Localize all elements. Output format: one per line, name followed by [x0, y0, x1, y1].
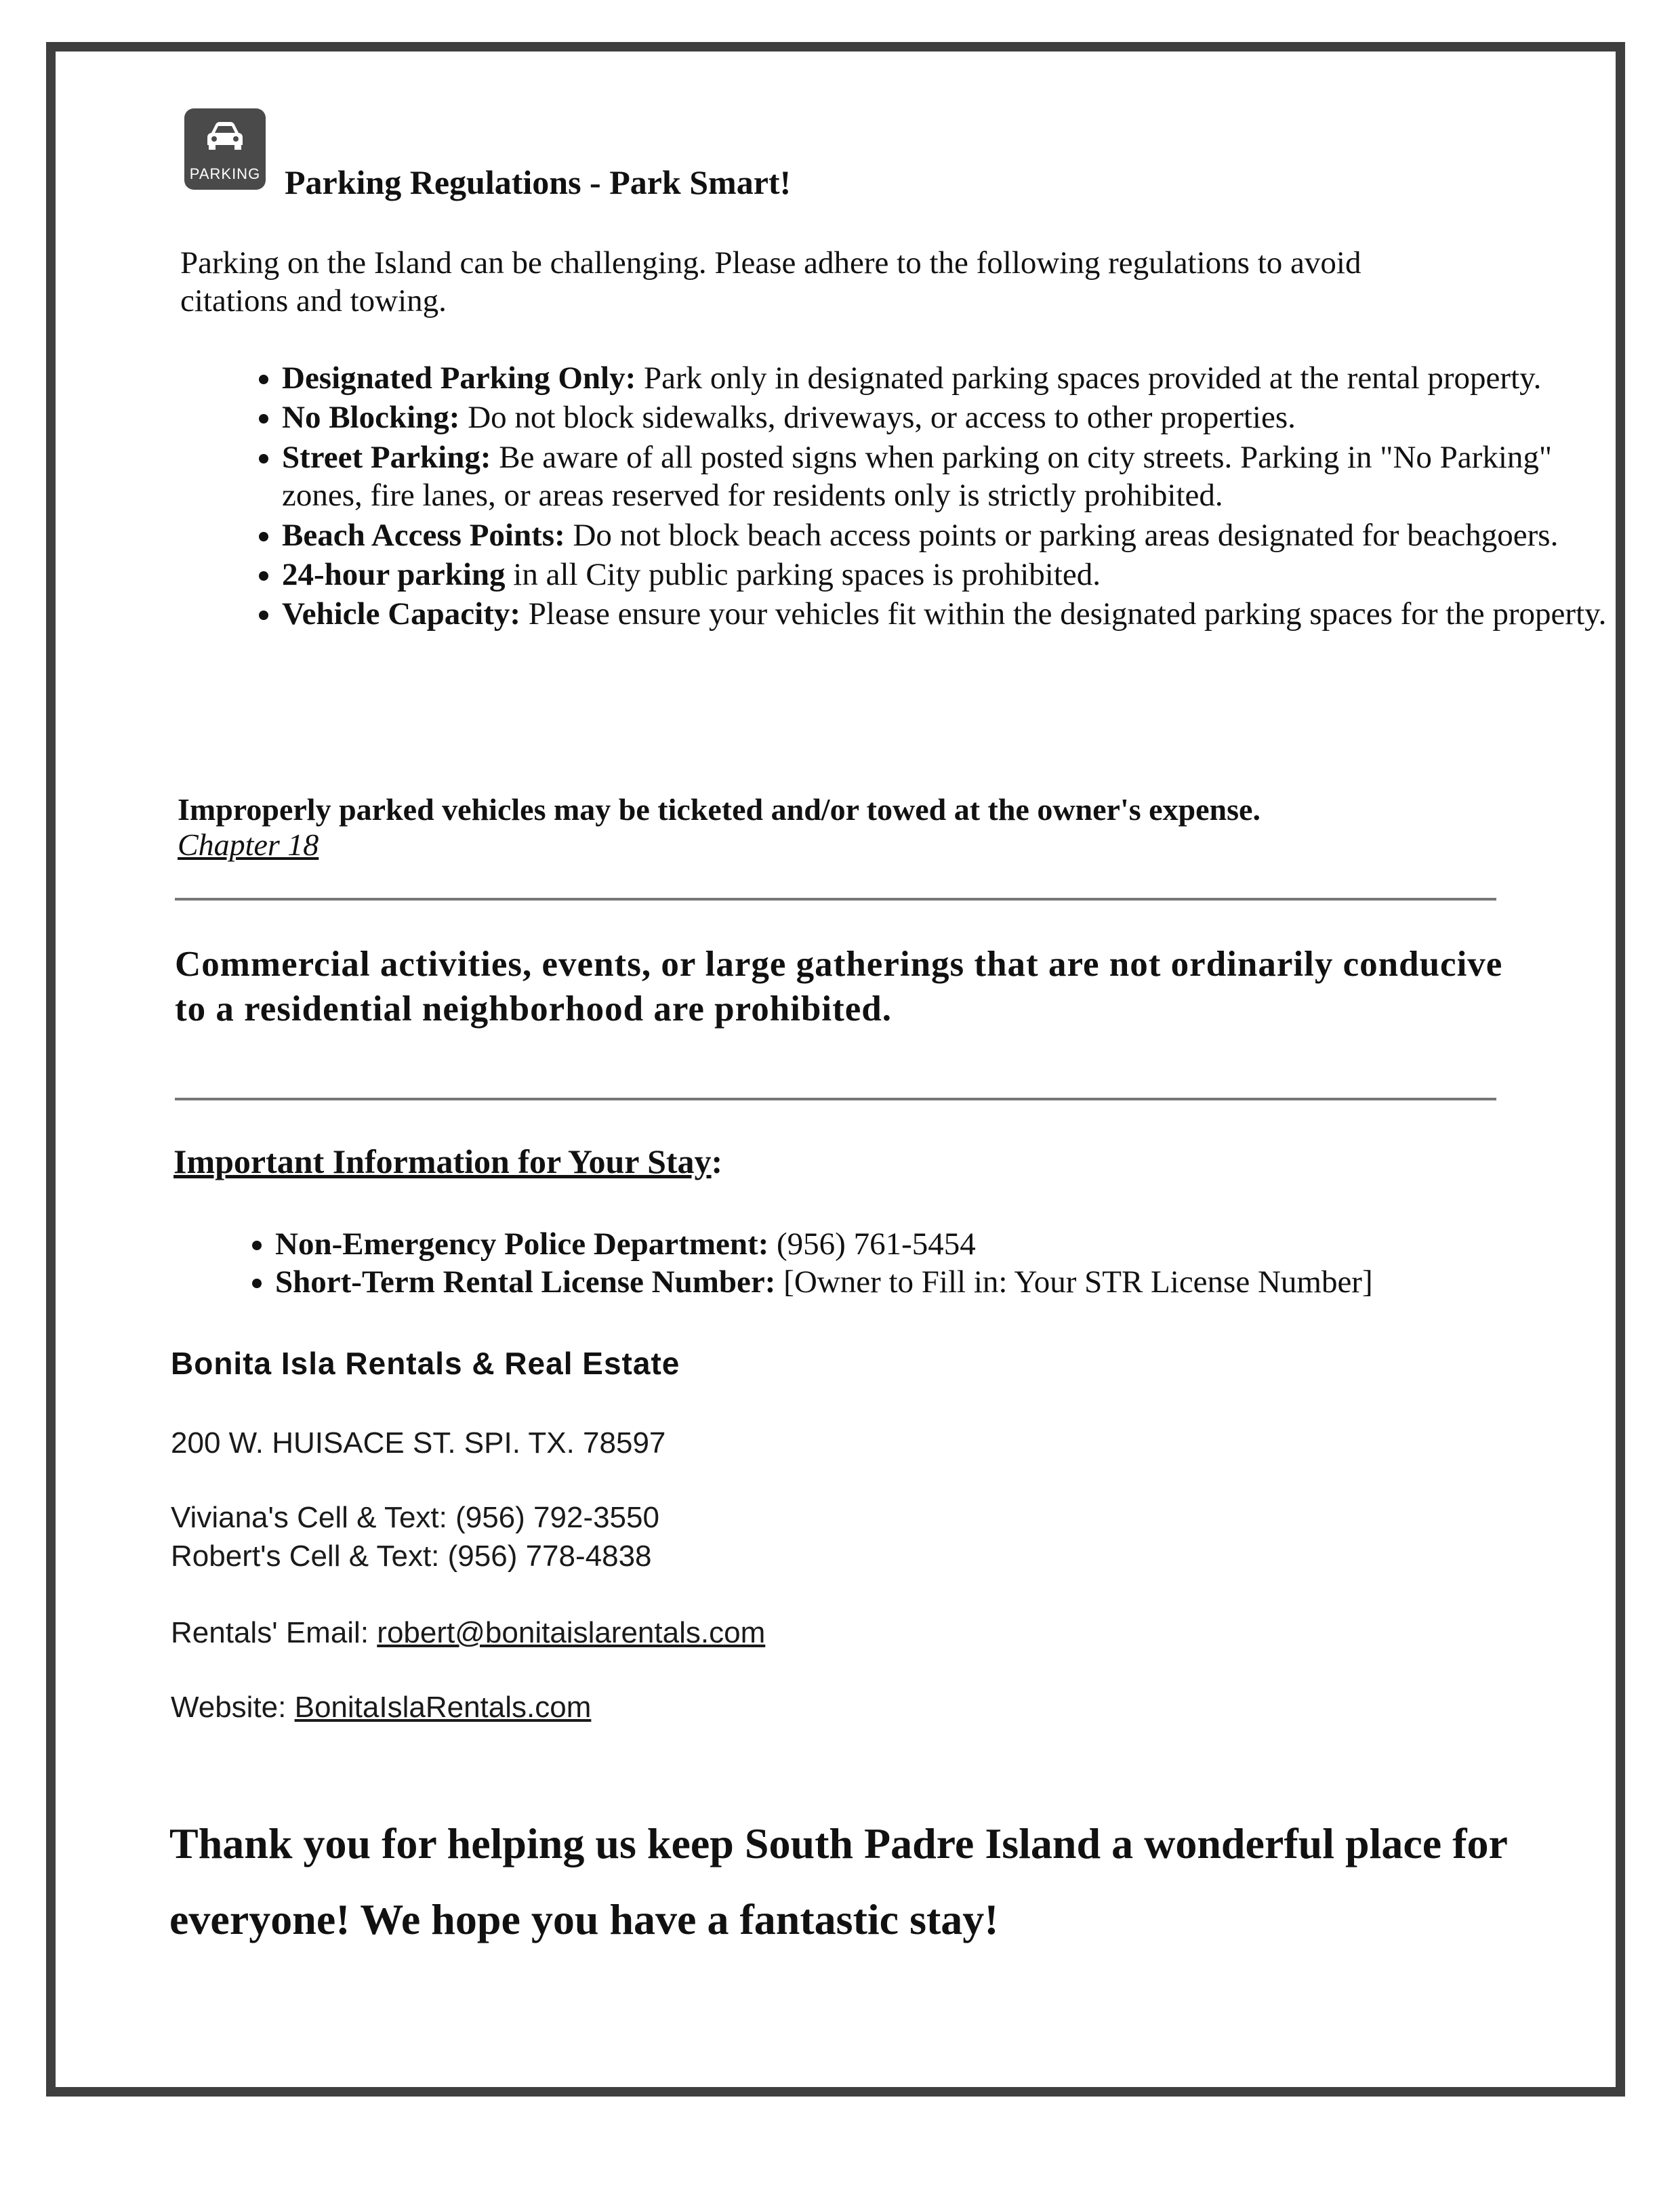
rule-term: Vehicle Capacity:: [282, 596, 521, 632]
email-line: [171, 1616, 765, 1650]
rule-text: Do not block sidewalks, driveways, or access to other properties.: [459, 400, 1296, 436]
website-line: [171, 1691, 591, 1725]
list-item: [282, 359, 1610, 397]
rule-term: No Blocking:: [282, 400, 460, 436]
list-item: [282, 438, 1610, 515]
rule-term: 24-hour parking: [282, 556, 506, 592]
company-name: Bonita Isla Rentals & Real Estate: [171, 1346, 680, 1381]
rule-text: Do not block beach access points or parking areas designated for beachgoers.: [565, 517, 1559, 553]
info-term: Short-Term Rental License Number:: [275, 1264, 776, 1300]
info-term: Non-Emergency Police Department:: [275, 1226, 769, 1262]
commercial-activities-notice: Commercial activities, events, or large gatherings that are not ordinarily conducive to a residential neighborhood are prohibited.: [175, 945, 1503, 1029]
info-text: [Owner to Fill in: Your STR License Number]: [775, 1264, 1373, 1300]
icon-label: PARKING: [189, 165, 261, 182]
company-address: 200 W. HUISACE ST. SPI. TX. 78597: [171, 1426, 666, 1460]
list-item: [282, 595, 1610, 633]
rule-term: Street Parking:: [282, 439, 491, 475]
list-item: [282, 556, 1610, 594]
divider: [175, 1098, 1496, 1100]
rule-text: Please ensure your vehicles fit within the designated parking spaces for the property.: [520, 596, 1607, 632]
list-item: [282, 398, 1610, 436]
viviana-phone: Viviana's Cell & Text: (956) 792-3550: [171, 1501, 659, 1534]
info-heading: [173, 1142, 722, 1181]
robert-phone: Robert's Cell & Text: (956) 778-4838: [171, 1540, 652, 1573]
website-label: Website:: [171, 1691, 295, 1724]
rule-term: Designated Parking Only:: [282, 360, 636, 396]
info-heading-text: Important Information for Your Stay: [173, 1142, 712, 1180]
parking-car-icon: [184, 108, 266, 190]
list-item: [275, 1225, 1631, 1263]
rule-text: Park only in designated parking spaces provided at the rental property.: [636, 360, 1542, 396]
intro-paragraph: Parking on the Island can be challenging. Please adhere to the following regulations to avoid citations and towing.: [180, 245, 1361, 319]
info-heading-colon: :: [711, 1142, 723, 1180]
divider: [175, 898, 1496, 901]
email-link[interactable]: robert@bonitaislarentals.com: [377, 1616, 766, 1649]
thank-you-message: Thank you for helping us keep South Padre Island a wonderful place for everyone! We hope you have a fantastic stay!: [169, 1819, 1507, 1943]
list-item: [282, 516, 1610, 554]
info-list: [173, 1225, 1631, 1302]
towing-warning: Improperly parked vehicles may be ticketed and/or towed at the owner's expense.: [178, 792, 1261, 827]
info-text: (956) 761-5454: [769, 1226, 976, 1262]
rule-text: in all City public parking spaces is prohibited.: [505, 556, 1101, 592]
list-item: [275, 1263, 1631, 1301]
rule-text: Be aware of all posted signs when parking on city streets. Parking in "No Parking" zones, fire lanes, or areas reserved for residents only is strictly prohibited.: [282, 439, 1553, 514]
email-label: Rentals' Email:: [171, 1616, 377, 1649]
website-link[interactable]: BonitaIslaRentals.com: [294, 1691, 592, 1724]
parking-rules-list: [180, 359, 1610, 635]
page-border: [46, 42, 1625, 2097]
page-title: Parking Regulations - Park Smart!: [285, 163, 792, 201]
rule-term: Beach Access Points:: [282, 517, 565, 553]
chapter-reference: Chapter 18: [178, 827, 319, 862]
car-icon: [205, 121, 245, 150]
